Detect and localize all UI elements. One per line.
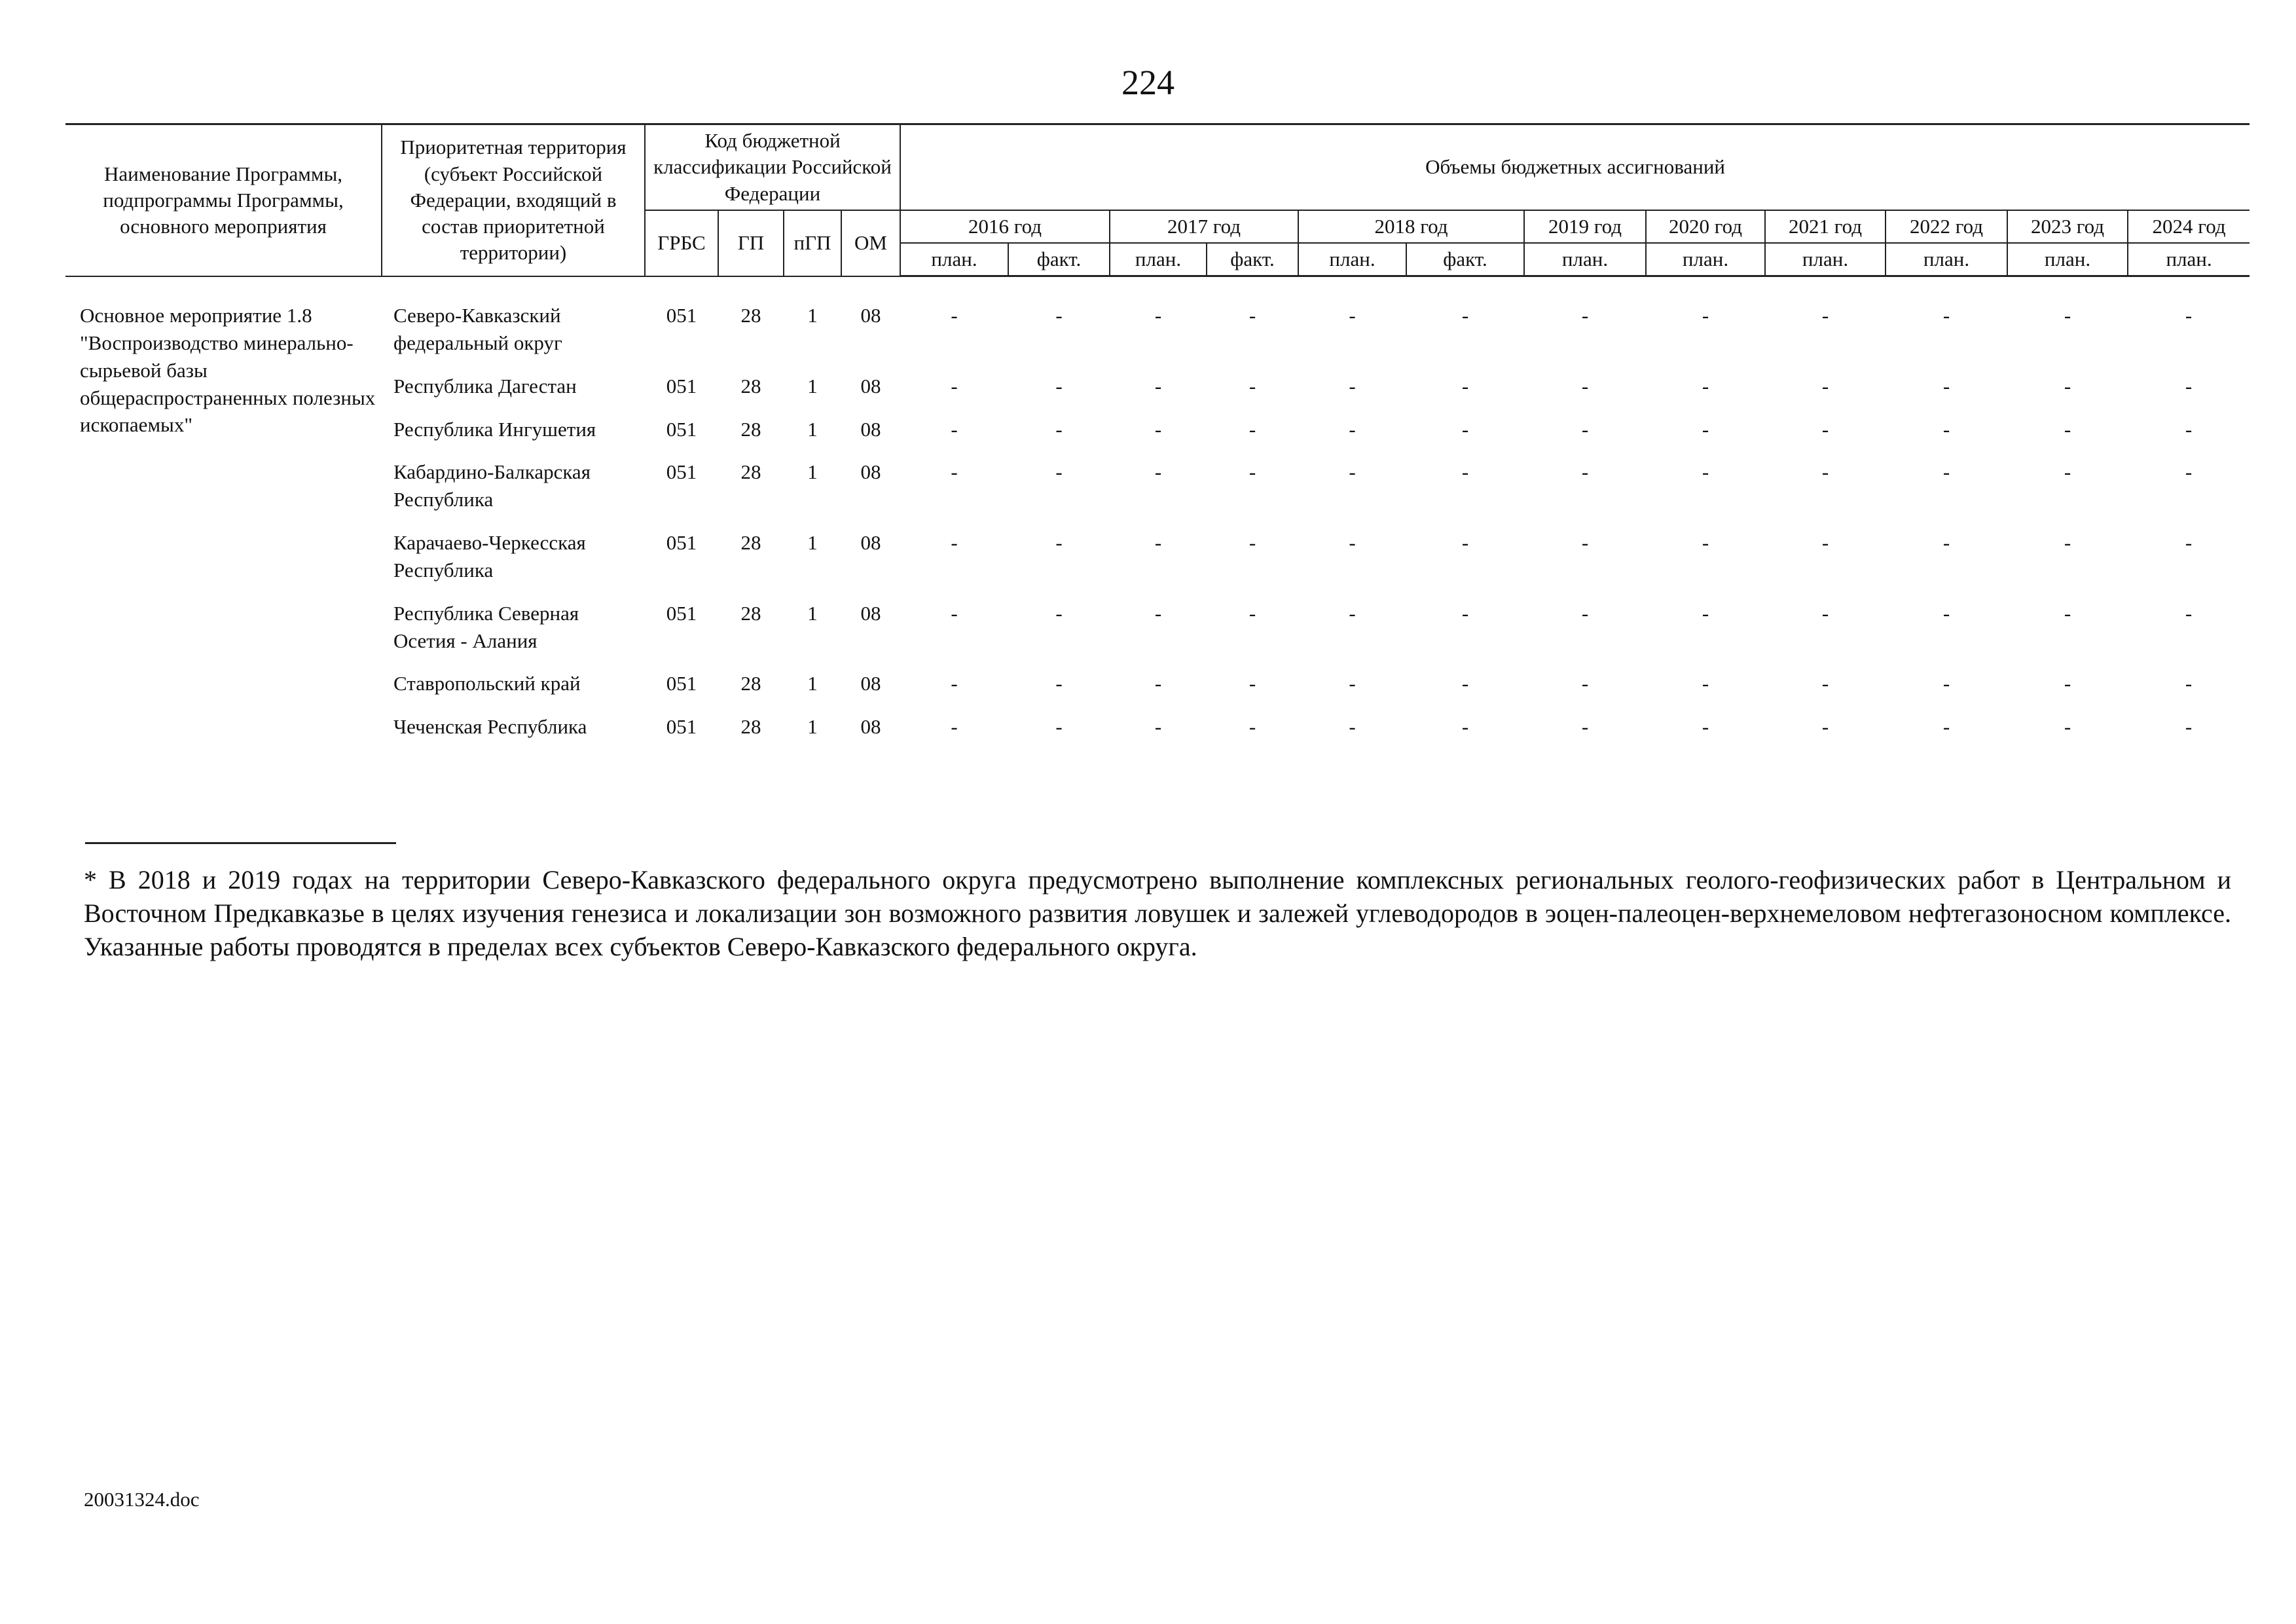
value-cell: -	[1154, 672, 1162, 695]
value-cell: -	[951, 417, 958, 441]
value-cell: -	[1702, 304, 1709, 327]
value-cell: -	[1349, 531, 1356, 555]
territory-cell: Республика Ингушетия	[393, 417, 596, 441]
header-code-gp: ГП	[718, 210, 784, 276]
pgp-cell: 1	[807, 303, 818, 327]
header-sub-2016-fact: факт.	[1008, 243, 1110, 276]
grbs-cell: 051	[666, 374, 697, 397]
value-cell: -	[1702, 374, 1709, 397]
value-cell: -	[1702, 715, 1709, 739]
header-code-pgp: пГП	[784, 210, 841, 276]
value-cell: -	[1349, 304, 1356, 327]
value-cell: -	[1055, 601, 1063, 625]
value-cell: -	[2185, 715, 2193, 739]
value-cell: -	[1581, 601, 1589, 625]
territory-cell: Карачаево-Черкесская Республика	[393, 531, 586, 581]
value-cell: -	[1942, 672, 1950, 695]
gp-cell: 28	[740, 715, 761, 739]
header-year-2022: 2022 год	[1886, 210, 2007, 243]
value-cell: -	[1702, 601, 1709, 625]
table-row	[65, 276, 2250, 373]
value-cell: -	[1821, 531, 1829, 555]
header-sub-2022-plan: план.	[1886, 243, 2007, 276]
header-code-group: Код бюджетной классификации Российской Федерации	[645, 124, 900, 210]
value-cell: -	[1702, 417, 1709, 441]
value-cell: -	[1055, 417, 1063, 441]
value-cell: -	[951, 374, 958, 397]
table-body	[65, 276, 2250, 756]
territory-cell: Ставропольский край	[393, 672, 581, 695]
value-cell: -	[2185, 304, 2193, 327]
header-sub-2020-plan: план.	[1646, 243, 1765, 276]
header-year-2019: 2019 год	[1524, 210, 1646, 243]
value-cell: -	[1821, 715, 1829, 739]
value-cell: -	[1154, 715, 1162, 739]
value-cell: -	[1248, 417, 1256, 441]
gp-cell: 28	[740, 303, 761, 327]
gp-cell: 28	[740, 374, 761, 397]
value-cell: -	[1821, 374, 1829, 397]
page-number: 224	[1121, 63, 1175, 102]
value-cell: -	[1942, 715, 1950, 739]
value-cell: -	[1581, 417, 1589, 441]
value-cell: -	[1055, 374, 1063, 397]
table-row	[65, 529, 2250, 600]
header-sub-2021-plan: план.	[1765, 243, 1886, 276]
om-cell: 08	[860, 715, 881, 739]
value-cell: -	[1461, 417, 1469, 441]
gp-cell: 28	[740, 417, 761, 441]
om-cell: 08	[860, 601, 881, 625]
value-cell: -	[1702, 672, 1709, 695]
budget-table	[65, 123, 2250, 756]
value-cell: -	[2185, 417, 2193, 441]
value-cell: -	[1821, 460, 1829, 484]
value-cell: -	[2185, 601, 2193, 625]
table-row	[65, 458, 2250, 529]
pgp-cell: 1	[807, 531, 818, 555]
value-cell: -	[1942, 601, 1950, 625]
header-sub-2023-plan: план.	[2007, 243, 2128, 276]
value-cell: -	[1581, 531, 1589, 555]
value-cell: -	[951, 304, 958, 327]
value-cell: -	[1154, 374, 1162, 397]
om-cell: 08	[860, 460, 881, 484]
header-sub-2017-fact: факт.	[1207, 243, 1298, 276]
territory-cell: Северо-Кавказский федеральный округ	[393, 303, 562, 354]
value-cell: -	[2064, 304, 2071, 327]
gp-cell: 28	[740, 601, 761, 625]
measure-name: Основное мероприятие 1.8 "Воспроизводство минерально-сырьевой базы общераспространенных полезных ископаемых"	[80, 303, 376, 437]
gp-cell: 28	[740, 460, 761, 484]
value-cell: -	[2064, 531, 2071, 555]
value-cell: -	[1821, 417, 1829, 441]
header-year-2024: 2024 год	[2128, 210, 2250, 243]
value-cell: -	[1349, 715, 1356, 739]
value-cell: -	[1349, 417, 1356, 441]
territory-cell: Республика Дагестан	[393, 374, 577, 397]
header-name-column: Наименование Программы, подпрограммы Программы, основного мероприятия	[65, 124, 382, 276]
header-sub-2018-fact: факт.	[1406, 243, 1524, 276]
value-cell: -	[1461, 460, 1469, 484]
pgp-cell: 1	[807, 672, 818, 695]
header-year-2017: 2017 год	[1110, 210, 1298, 243]
value-cell: -	[1248, 374, 1256, 397]
pgp-cell: 1	[807, 374, 818, 397]
value-cell: -	[2064, 601, 2071, 625]
footnote-separator	[85, 842, 396, 844]
value-cell: -	[1821, 304, 1829, 327]
value-cell: -	[1154, 417, 1162, 441]
value-cell: -	[951, 672, 958, 695]
om-cell: 08	[860, 531, 881, 555]
om-cell: 08	[860, 417, 881, 441]
value-cell: -	[1702, 460, 1709, 484]
territory-cell: Республика Северная Осетия - Алания	[393, 601, 579, 652]
value-cell: -	[1248, 304, 1256, 327]
territory-cell: Кабардино-Балкарская Республика	[393, 460, 591, 511]
value-cell: -	[2185, 460, 2193, 484]
value-cell: -	[1581, 304, 1589, 327]
table-row	[65, 670, 2250, 713]
gp-cell: 28	[740, 531, 761, 555]
value-cell: -	[2064, 715, 2071, 739]
om-cell: 08	[860, 672, 881, 695]
value-cell: -	[1154, 304, 1162, 327]
header-year-2018: 2018 год	[1298, 210, 1524, 243]
value-cell: -	[1349, 672, 1356, 695]
grbs-cell: 051	[666, 715, 697, 739]
pgp-cell: 1	[807, 715, 818, 739]
grbs-cell: 051	[666, 460, 697, 484]
value-cell: -	[1942, 304, 1950, 327]
grbs-cell: 051	[666, 672, 697, 695]
value-cell: -	[1461, 672, 1469, 695]
value-cell: -	[1581, 715, 1589, 739]
value-cell: -	[1461, 531, 1469, 555]
value-cell: -	[1349, 374, 1356, 397]
value-cell: -	[1248, 460, 1256, 484]
value-cell: -	[1942, 374, 1950, 397]
value-cell: -	[951, 531, 958, 555]
value-cell: -	[2185, 374, 2193, 397]
value-cell: -	[1461, 715, 1469, 739]
gp-cell: 28	[740, 672, 761, 695]
value-cell: -	[1154, 460, 1162, 484]
value-cell: -	[1581, 374, 1589, 397]
pgp-cell: 1	[807, 601, 818, 625]
value-cell: -	[1942, 531, 1950, 555]
header-sub-2019-plan: план.	[1524, 243, 1646, 276]
value-cell: -	[2064, 417, 2071, 441]
value-cell: -	[1248, 715, 1256, 739]
value-cell: -	[1154, 601, 1162, 625]
territory-cell: Чеченская Республика	[393, 715, 587, 739]
header-year-2021: 2021 год	[1765, 210, 1886, 243]
value-cell: -	[1581, 672, 1589, 695]
value-cell: -	[1349, 460, 1356, 484]
header-sub-2018-plan: план.	[1298, 243, 1406, 276]
header-code-grbs: ГРБС	[645, 210, 718, 276]
value-cell: -	[2185, 531, 2193, 555]
value-cell: -	[1461, 374, 1469, 397]
value-cell: -	[1942, 417, 1950, 441]
value-cell: -	[1248, 531, 1256, 555]
footnote: * В 2018 и 2019 годах на территории Северо-Кавказского федерального округа предусмотрено выполнение комплексных региональных геолого-геофизических работ в Центральном и Восточном Предкавказье в целях изучения генезиса и локализации зон возможного развития ловушек и залежей углеводородов в эоцен-палеоцен-верхнемеловом нефтегазоносном комплексе. Указанные работы проводятся в пределах всех субъектов Северо-Кавказского федерального округа.	[84, 865, 2231, 962]
value-cell: -	[1055, 304, 1063, 327]
value-cell: -	[1055, 460, 1063, 484]
grbs-cell: 051	[666, 303, 697, 327]
grbs-cell: 051	[666, 417, 697, 441]
header-year-2016: 2016 год	[900, 210, 1110, 243]
table-row	[65, 713, 2250, 756]
value-cell: -	[1821, 672, 1829, 695]
value-cell: -	[1581, 460, 1589, 484]
header-sub-2017-plan: план.	[1110, 243, 1207, 276]
value-cell: -	[1461, 304, 1469, 327]
header-sub-2024-plan: план.	[2128, 243, 2250, 276]
value-cell: -	[1942, 460, 1950, 484]
value-cell: -	[1702, 531, 1709, 555]
value-cell: -	[1248, 672, 1256, 695]
header-year-2023: 2023 год	[2007, 210, 2128, 243]
value-cell: -	[2064, 460, 2071, 484]
document-id: 20031324.doc	[84, 1488, 200, 1511]
om-cell: 08	[860, 303, 881, 327]
pgp-cell: 1	[807, 460, 818, 484]
value-cell: -	[1821, 601, 1829, 625]
header-territory-column: Приоритетная территория (субъект Российской Федерации, входящий в состав приоритетной территории)	[382, 124, 645, 276]
budget-table-wrapper	[65, 123, 2236, 756]
table-row	[65, 373, 2250, 416]
value-cell: -	[1248, 601, 1256, 625]
value-cell: -	[1461, 601, 1469, 625]
value-cell: -	[2185, 672, 2193, 695]
header-volumes-group: Объемы бюджетных ассигнований	[900, 124, 2250, 210]
pgp-cell: 1	[807, 417, 818, 441]
value-cell: -	[2064, 374, 2071, 397]
om-cell: 08	[860, 374, 881, 397]
value-cell: -	[951, 715, 958, 739]
value-cell: -	[1055, 672, 1063, 695]
header-code-om: ОМ	[841, 210, 900, 276]
value-cell: -	[951, 601, 958, 625]
grbs-cell: 051	[666, 531, 697, 555]
value-cell: -	[2064, 672, 2071, 695]
header-year-2020: 2020 год	[1646, 210, 1765, 243]
header-sub-2016-plan: план.	[900, 243, 1008, 276]
value-cell: -	[1349, 601, 1356, 625]
value-cell: -	[1055, 715, 1063, 739]
value-cell: -	[951, 460, 958, 484]
table-row	[65, 600, 2250, 671]
value-cell: -	[1154, 531, 1162, 555]
grbs-cell: 051	[666, 601, 697, 625]
value-cell: -	[1055, 531, 1063, 555]
table-row	[65, 416, 2250, 459]
